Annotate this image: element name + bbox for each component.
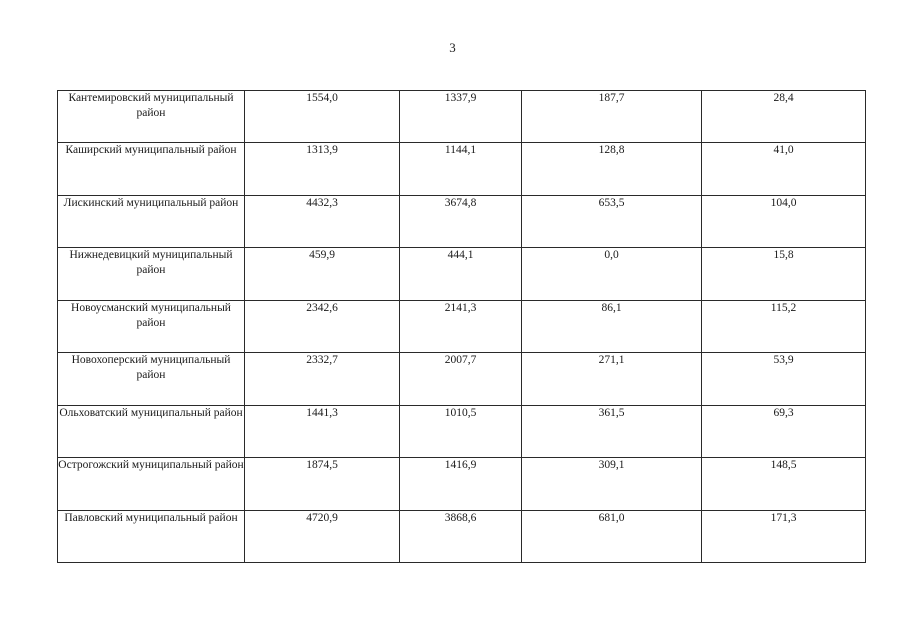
table-row — [58, 143, 866, 195]
district-name-cell: Новохоперский муниципальный район — [58, 353, 245, 405]
data-table — [57, 90, 866, 563]
district-name-cell: Кантемировский муниципальный район — [58, 91, 245, 143]
value-cell-4: 15,8 — [702, 248, 866, 300]
value-cell-2: 3868,6 — [400, 510, 522, 563]
value-cell-4: 53,9 — [702, 353, 866, 405]
table-row — [58, 405, 866, 457]
district-name-cell: Павловский муниципальный район — [58, 510, 245, 563]
value-cell-4: 148,5 — [702, 458, 866, 510]
district-name-cell: Каширский муниципальный район — [58, 143, 245, 195]
district-name-cell: Ольховатский муниципальный район — [58, 405, 245, 457]
data-table-container — [57, 90, 865, 563]
district-name-cell: Острогожский муниципальный район — [58, 458, 245, 510]
value-cell-2: 444,1 — [400, 248, 522, 300]
value-cell-4: 104,0 — [702, 195, 866, 247]
table-row — [58, 91, 866, 143]
value-cell-1: 2342,6 — [245, 300, 400, 352]
value-cell-1: 1874,5 — [245, 458, 400, 510]
value-cell-2: 1010,5 — [400, 405, 522, 457]
value-cell-4: 41,0 — [702, 143, 866, 195]
value-cell-3: 681,0 — [522, 510, 702, 563]
value-cell-3: 187,7 — [522, 91, 702, 143]
table-row — [58, 510, 866, 563]
value-cell-3: 86,1 — [522, 300, 702, 352]
table-row — [58, 458, 866, 510]
value-cell-3: 653,5 — [522, 195, 702, 247]
table-row — [58, 248, 866, 300]
value-cell-1: 4720,9 — [245, 510, 400, 563]
value-cell-1: 4432,3 — [245, 195, 400, 247]
value-cell-1: 459,9 — [245, 248, 400, 300]
value-cell-3: 361,5 — [522, 405, 702, 457]
value-cell-1: 2332,7 — [245, 353, 400, 405]
district-name-cell: Нижнедевицкий муниципальный район — [58, 248, 245, 300]
value-cell-2: 2141,3 — [400, 300, 522, 352]
table-row — [58, 353, 866, 405]
table-row — [58, 195, 866, 247]
value-cell-3: 0,0 — [522, 248, 702, 300]
value-cell-4: 115,2 — [702, 300, 866, 352]
value-cell-2: 1144,1 — [400, 143, 522, 195]
value-cell-3: 271,1 — [522, 353, 702, 405]
district-name-cell: Новоусманский муниципальный район — [58, 300, 245, 352]
value-cell-2: 1416,9 — [400, 458, 522, 510]
value-cell-3: 309,1 — [522, 458, 702, 510]
table-row — [58, 300, 866, 352]
value-cell-3: 128,8 — [522, 143, 702, 195]
value-cell-1: 1313,9 — [245, 143, 400, 195]
value-cell-1: 1441,3 — [245, 405, 400, 457]
value-cell-2: 2007,7 — [400, 353, 522, 405]
district-name-cell: Лискинский муниципальный район — [58, 195, 245, 247]
value-cell-4: 28,4 — [702, 91, 866, 143]
value-cell-2: 3674,8 — [400, 195, 522, 247]
value-cell-4: 171,3 — [702, 510, 866, 563]
page-number: 3 — [449, 40, 456, 55]
value-cell-4: 69,3 — [702, 405, 866, 457]
value-cell-1: 1554,0 — [245, 91, 400, 143]
value-cell-2: 1337,9 — [400, 91, 522, 143]
